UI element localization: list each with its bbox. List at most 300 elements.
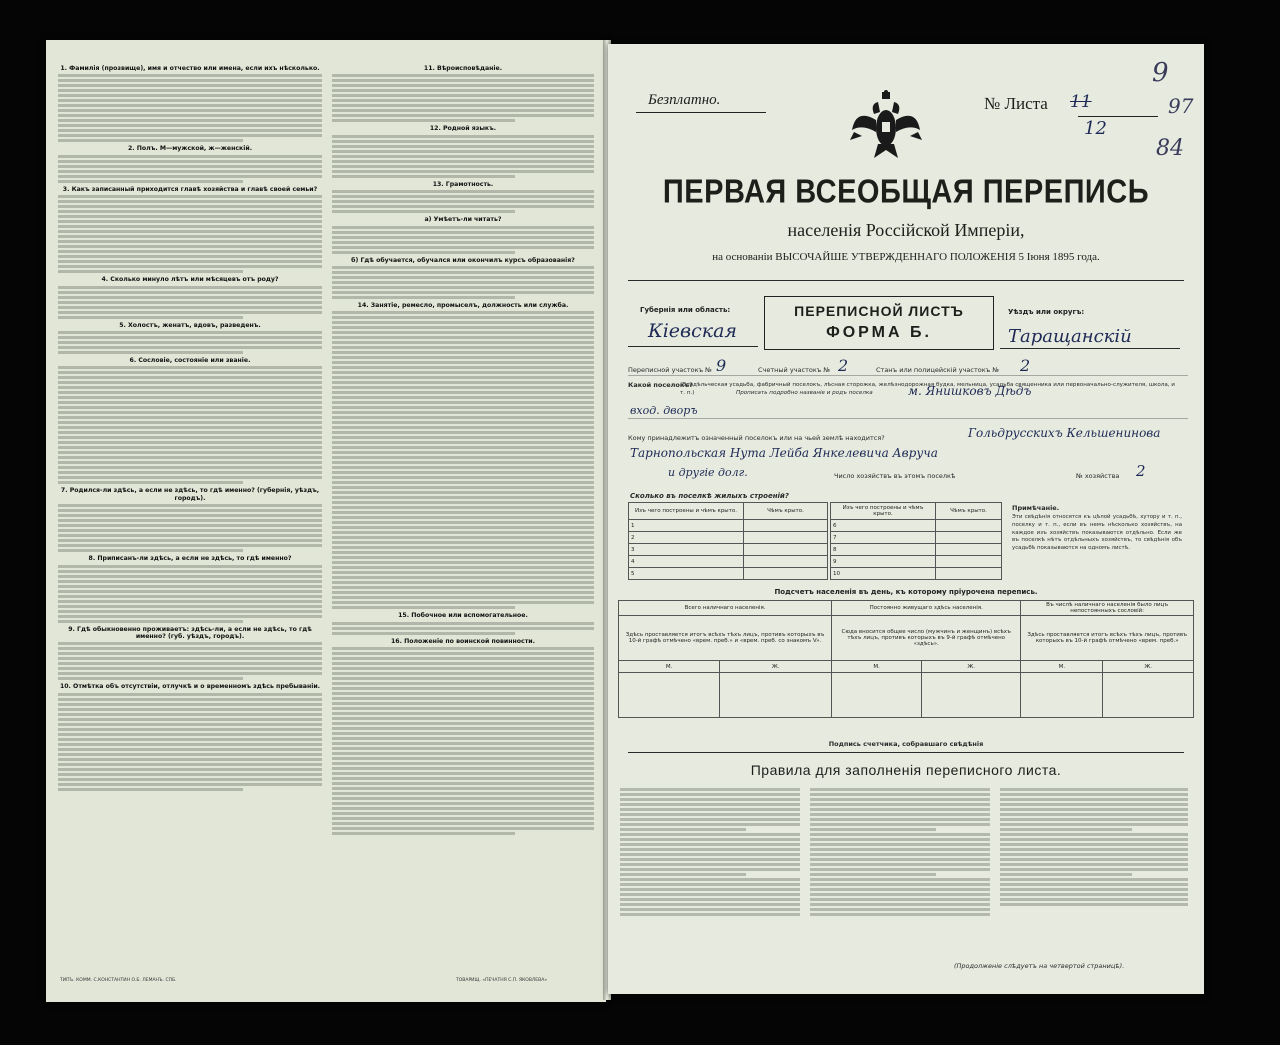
fine-print-line [332,797,594,800]
fine-print-line [332,647,594,650]
fine-print-line [620,888,800,891]
fine-print-line [332,104,594,107]
rule-line [1078,116,1158,117]
owner-value-3: и другіе долг. [668,466,748,479]
settlement-hint-2: Прописать подробно названіе и родъ поселка [736,390,873,396]
fine-print-line [332,832,515,835]
buildings-row-cell [936,544,1002,556]
fine-print-line [58,662,322,665]
fine-print-line [58,205,322,208]
fine-print-line [1000,838,1188,841]
fine-print-line [332,481,594,484]
fine-print-line [332,341,594,344]
fine-print-line [58,306,322,309]
buildings-row-number: 1 [629,520,744,532]
fine-print-line [810,788,990,791]
stan-value: 2 [1020,356,1031,375]
fine-print-line [1000,858,1188,861]
fine-print-line [332,79,594,82]
fine-print-line [620,893,800,896]
fine-print-line [58,723,322,726]
fine-print-line [58,336,322,339]
owner-value-2: Тарнопольская Нута Лейба Янкелевича Авруча [630,446,938,460]
fine-print-line [58,718,322,721]
fine-print-line [58,391,322,394]
fine-print-line [58,401,322,404]
fine-print-line [332,401,594,404]
sheet-number-crossed: 11 [1070,92,1092,112]
fine-print-line [332,200,594,203]
fine-print-line [58,311,322,314]
buildings-col-header: Чѣмъ крыто. [936,503,1002,520]
settlement-value: м. Янишковъ Дѣдъ [908,384,1032,398]
fine-print-line [810,863,990,866]
buildings-label: Сколько въ поселкѣ жилыхъ строеній? [630,492,789,500]
fine-print-line [58,605,322,608]
fine-print-line [332,361,594,364]
fine-print-line [58,341,322,344]
census-legal-basis: на основаніи ВЫСОЧАЙШЕ УТВЕРЖДЕННАГО ПОЛОЖЕНІЯ 5 Іюня 1895 года. [712,251,1100,263]
fine-print-line [58,381,322,384]
fine-print-line [58,139,243,142]
fine-print-line [810,808,990,811]
fine-print-line [332,627,594,630]
instruction-heading: 13. Грамотность. [432,180,494,188]
sheet-number-label: № Листа [984,94,1048,113]
fine-print-line [58,426,322,429]
fine-print-line [58,235,322,238]
fine-print-line [58,210,322,213]
fine-print-line [58,386,322,389]
fine-print-line [332,807,594,810]
fine-print-line [58,647,322,650]
fine-print-line [332,767,594,770]
fine-print-line [332,632,515,635]
buildings-row [831,544,1002,556]
fine-print-line [332,236,594,239]
instruction-heading: 1. Фамилія (прозвище), имя и отчество или имена, если ихъ нѣсколько. [60,65,320,72]
fine-print-line [332,351,594,354]
instruction-heading: 12. Родной языкъ. [429,125,497,133]
fine-print-line [58,471,322,474]
fine-print-line [810,903,990,906]
fine-print-line [58,225,322,228]
fine-print-line [332,150,594,153]
tally-title: Подсчетъ населенія въ день, къ которому пріурочена перепись. [774,588,1038,596]
fine-print-line [58,114,322,117]
fine-print-line [332,346,594,349]
fine-print-line [58,245,322,248]
fine-print-line [810,803,990,806]
buildings-row-cell [936,520,1002,532]
pencil-mark: 84 [1156,136,1184,161]
fine-print-line [1000,863,1188,866]
fine-print-line [332,175,515,178]
fine-print-line [58,693,322,696]
fine-print-line [810,893,990,896]
instruction-heading: 16. Положеніе по воинской повинности. [390,637,535,645]
instruction-heading: 8. Приписанъ-ли здѣсь, а если не здѣсь, то гдѣ именно? [88,555,292,563]
fine-print-line [332,190,594,193]
instruction-heading: 2. Полъ. М—мужской, ж—женскій. [127,145,253,153]
fine-print-line [332,160,594,163]
buildings-row-cell [936,532,1002,544]
fine-print-line [620,898,800,901]
rule-line [628,752,1184,753]
buildings-row [629,532,828,544]
fine-print-line [1000,888,1188,891]
fine-print-line [810,798,990,801]
fine-print-line [810,873,936,876]
fine-print-line [332,406,594,409]
fine-print-line [332,376,594,379]
fine-print-line [332,99,594,102]
rules-continued: (Продолженіе слѣдуетъ на четвертой страницѣ). [954,962,1125,970]
buildings-row-cell [744,556,828,568]
fine-print-line [58,524,322,527]
fine-print-line [332,561,594,564]
fine-print-line [58,331,322,334]
fine-print-line [332,456,594,459]
fine-print-line [332,742,594,745]
tally-female-header: Ж. [720,661,832,673]
fine-print-line [810,793,990,796]
fine-print-line [620,853,800,856]
instructions-column-2 [332,62,594,962]
buildings-row-cell [744,544,828,556]
fine-print-line [332,461,594,464]
rules-title: Правила для заполненія переписного листа. [750,762,1062,778]
fine-print-line [332,526,594,529]
fine-print-line [58,610,322,613]
settlement-label: Какой поселокъ? [628,381,693,389]
households-number-value: 2 [1136,462,1146,480]
fine-print-line [58,220,322,223]
fine-print-line [332,762,594,765]
fine-print-line [332,74,594,77]
fine-print-line [58,99,322,102]
fine-print-line [332,476,594,479]
fine-print-line [332,291,594,294]
fine-print-line [332,717,594,720]
count-area-label: Счетный участокъ № [758,366,831,374]
fine-print-line [58,642,322,645]
tally-cell [1103,673,1194,718]
buildings-row-number: 4 [629,556,744,568]
fine-print-line [58,79,322,82]
fine-print-line [58,788,243,791]
tally-instructions: Здѣсь проставляется итогъ всѣхъ тѣхъ лицъ, противъ которыхъ въ 10-й графѣ отмѣчено «врем. преб.» [1021,616,1194,661]
form-name: ФОРМА Б. [826,324,932,341]
fine-print-line [1000,803,1188,806]
fine-print-line [58,260,322,263]
fine-print-line [810,818,990,821]
fine-print-line [332,226,594,229]
fine-print-line [332,511,594,514]
fine-print-line [58,215,322,218]
fine-print-line [58,743,322,746]
fine-print-line [58,738,322,741]
fine-print-line [1000,833,1188,836]
fine-print-line [332,451,594,454]
fine-print-line [1000,873,1132,876]
pencil-mark: 97 [1168,94,1194,118]
fine-print-line [58,255,322,258]
fine-print-line [332,266,594,269]
fine-print-line [1000,843,1188,846]
district-value: Таращанскій [1008,326,1132,347]
instruction-heading: б) Гдѣ обучается, обучался или окончилъ курсъ образованія? [351,256,575,264]
fine-print-line [810,898,990,901]
fine-print-line [58,155,322,158]
instructions-column-1 [58,62,322,962]
rule-line [1000,348,1180,349]
fine-print-line [58,544,322,547]
fine-print-line [1000,798,1188,801]
fine-print-line [332,551,594,554]
census-area-value: 9 [716,356,727,375]
fine-print-line [620,818,800,821]
buildings-table-2 [830,502,1002,580]
instruction-heading: 15. Побочное или вспомогательное. [398,612,528,620]
fine-print-line [58,84,322,87]
owner-label: Кому принадлежитъ означенный поселокъ или на чьей землѣ находится? [628,434,885,442]
fine-print-line [332,486,594,489]
fine-print-line [58,466,322,469]
fine-print-line [332,170,594,173]
fine-print-line [58,461,322,464]
fine-print-line [332,381,594,384]
fine-print-line [332,331,594,334]
fine-print-line [620,788,800,791]
fine-print-line [1000,823,1188,826]
fine-print-line [620,908,800,911]
buildings-row [831,556,1002,568]
fine-print-line [58,230,322,233]
fine-print-line [810,878,990,881]
fine-print-line [332,652,594,655]
right-page-census-form [608,44,1204,994]
fine-print-line [332,752,594,755]
fine-print-line [332,662,594,665]
instruction-heading: 10. Отмѣтка объ отсутствіи, отлучкѣ и о временномъ здѣсь пребываніи. [59,683,321,691]
fine-print-line [58,301,322,304]
fine-print-line [58,270,243,273]
buildings-row-number: 6 [831,520,936,532]
form-title-box [764,296,994,350]
fine-print-line [58,504,322,507]
settlement-value-2: вход. дворъ [630,404,698,417]
fine-print-line [58,456,322,459]
fine-print-line [332,210,515,213]
fine-print-line [58,376,322,379]
instruction-heading: 3. Какъ записанный приходится главѣ хозяйства и главѣ своей семьи? [62,185,318,193]
fine-print-line [58,519,322,522]
printer-imprint-left: ТИПЪ. КОММ. С.КОНСТАНТИН О.Б. ЛЕМАНЪ. СПБ. [60,978,177,983]
fine-print-line [332,396,594,399]
fine-print-line [620,823,800,826]
fine-print-line [332,596,594,599]
fine-print-line [58,431,322,434]
fine-print-line [58,346,322,349]
fine-print-line [58,778,322,781]
fine-print-line [620,883,800,886]
buildings-row [831,532,1002,544]
fine-print-line [332,251,515,254]
fine-print-line [58,615,322,618]
fine-print-line [620,828,746,831]
fine-print-line [58,286,322,289]
households-label: Число хозяйствъ въ этомъ поселкѣ [834,472,956,480]
fine-print-line [332,712,594,715]
fine-print-line [332,737,594,740]
instruction-heading: а) Умѣетъ-ли читать? [424,216,502,224]
fine-print-line [332,366,594,369]
fine-print-line [620,808,800,811]
buildings-row [831,520,1002,532]
fine-print-line [332,606,515,609]
fine-print-line [332,757,594,760]
fine-print-line [58,119,322,122]
buildings-row-number: 7 [831,532,936,544]
fine-print-line [1000,828,1132,831]
fine-print-line [332,386,594,389]
stan-label: Станъ или полицейскій участокъ № [876,366,1000,374]
buildings-row [831,568,1002,580]
fine-print-line [332,271,594,274]
fine-print-line [332,321,594,324]
fine-print-line [58,175,322,178]
tally-instructions: Здѣсь проставляется итогъ всѣхъ тѣхъ лицъ, противъ которыхъ въ 10-й графѣ отмѣчено «врем. преб.» и «врем. преб. со знакомъ V». [619,616,832,661]
fine-print-line [58,124,322,127]
buildings-row-number: 2 [629,532,744,544]
fine-print-line [332,286,594,289]
fine-print-line [332,812,594,815]
fine-print-line [58,291,322,294]
fine-print-line [58,708,322,711]
fine-print-line [58,585,322,588]
fine-print-line [332,205,594,208]
fine-print-line [58,539,322,542]
fine-print-line [332,446,594,449]
free-of-charge-label: Безплатно. [648,92,721,108]
fine-print-line [620,813,800,816]
tally-male-header: М. [619,661,720,673]
fine-print-line [58,129,322,132]
fine-print-line [58,677,243,680]
tally-header: Всего наличнаго населенія. [619,601,832,616]
fine-print-line [810,888,990,891]
fine-print-line [620,868,800,871]
sheet-number-value: 12 [1084,118,1107,139]
tally-male-header: М. [1021,661,1103,673]
note-text: Эти свѣдѣнія относятся къ цѣлой усадьбѣ, хутору и т. п., поселку и т. п., если въ немъ нѣсколько хозяйствъ, на каждое изъ хозяйствъ показываются отдѣльно. Если же въ поселкѣ нѣтъ отдѣльныхъ хозяйствъ, то свѣдѣнія объ усадьбѣ показываются на одномъ листѣ. [1012,514,1182,552]
fine-print-line [810,908,990,911]
buildings-row-cell [936,556,1002,568]
fine-print-line [620,858,800,861]
fine-print-line [332,391,594,394]
fine-print-line [1000,893,1188,896]
fine-print-line [58,590,322,593]
buildings-table [628,502,828,580]
fine-print-line [58,620,243,623]
fine-print-line [332,622,594,625]
fine-print-line [58,446,322,449]
fine-print-line [332,822,594,825]
instruction-heading: 6. Сословіе, состояніе или званіе. [129,357,251,365]
fine-print-line [332,787,594,790]
instruction-heading: 5. Холостъ, женатъ, вдовъ, разведенъ. [119,321,261,329]
fine-print-line [58,672,322,675]
fine-print-line [332,506,594,509]
fine-print-line [332,727,594,730]
instruction-heading: 9. Гдѣ обыкновенно проживаетъ: здѣсь-ли, а если не здѣсь, то гдѣ именно? (губ. уѣздъ, городъ). [68,625,312,641]
fine-print-line [58,652,322,655]
fine-print-line [620,803,800,806]
rules-column-3 [1000,786,1188,946]
fine-print-line [332,311,594,314]
fine-print-line [332,431,594,434]
fine-print-line [58,296,322,299]
fine-print-line [332,119,515,122]
fine-print-line [620,843,800,846]
fine-print-line [332,586,594,589]
fine-print-line [332,531,594,534]
fine-print-line [332,421,594,424]
fine-print-line [58,529,322,532]
fine-print-line [1000,788,1188,791]
fine-print-line [332,496,594,499]
fine-print-line [58,160,322,163]
buildings-row-cell [936,568,1002,580]
fine-print-line [58,713,322,716]
buildings-row [629,520,828,532]
fine-print-line [332,792,594,795]
fine-print-line [332,556,594,559]
buildings-row-cell [744,532,828,544]
fine-print-line [58,436,322,439]
fine-print-line [332,246,594,249]
fine-print-line [332,541,594,544]
fine-print-line [58,768,322,771]
tally-female-header: Ж. [922,661,1021,673]
fine-print-line [620,793,800,796]
fine-print-line [332,687,594,690]
fine-print-line [332,371,594,374]
fine-print-line [620,848,800,851]
fine-print-line [332,241,594,244]
fine-print-line [58,74,322,77]
census-subtitle: населенія Россійской Имперіи, [787,220,1025,240]
fine-print-line [332,702,594,705]
instruction-heading: 7. Родился-ли здѣсь, а если не здѣсь, то гдѣ именно? (губернія, уѣздъ, городъ). [60,487,320,502]
fine-print-line [58,371,322,374]
fine-print-line [332,782,594,785]
fine-print-line [58,134,322,137]
signature-label: Подпись счетчика, собравшаго свѣдѣнія [828,740,984,748]
fine-print-line [332,571,594,574]
fine-print-line [332,155,594,158]
buildings-row-cell [744,520,828,532]
fine-print-line [58,748,322,751]
fine-print-line [58,534,322,537]
fine-print-line [332,441,594,444]
buildings-col-header: Изъ чего построены и чѣмъ крыто. [831,503,936,520]
fine-print-line [58,195,322,198]
form-title: ПЕРЕПИСНОЙ ЛИСТЪ [794,303,964,319]
fine-print-line [332,466,594,469]
fine-print-line [332,581,594,584]
